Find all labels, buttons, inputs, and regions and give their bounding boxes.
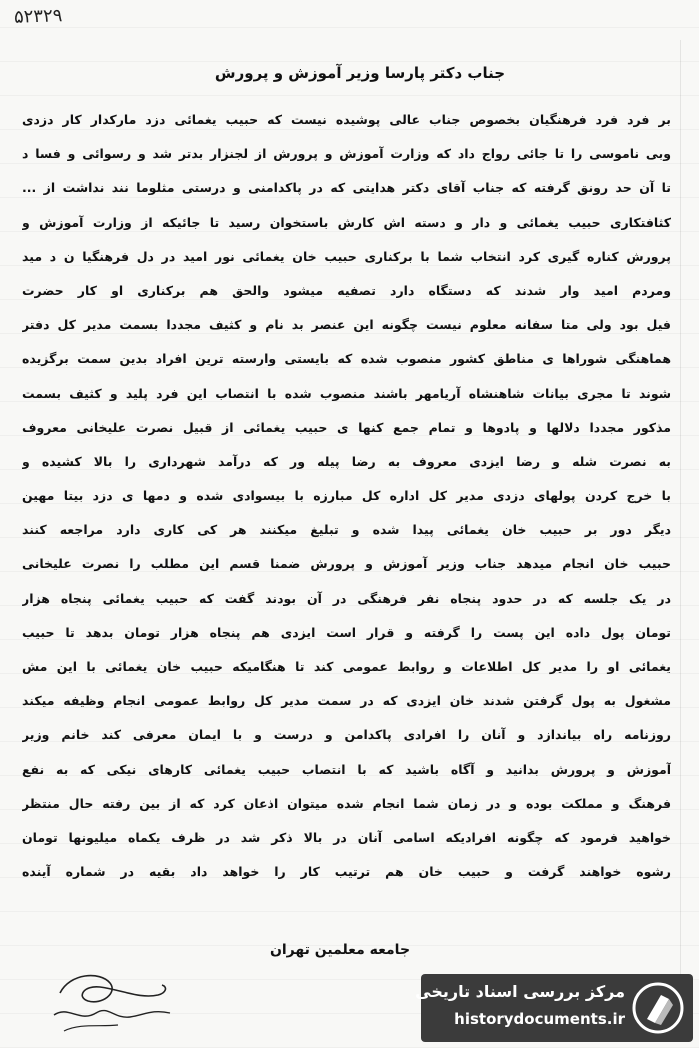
body-line: حبیب خان انجام میدهد جناب وزیر آموزش و پرورش ضمنا قسم این مطلب را نصرت علیخانی	[22, 556, 671, 572]
signatory: جامعه معلمین تهران	[269, 942, 411, 958]
letter-heading: جناب دکتر پارسا وزیر آموزش و پرورش	[214, 64, 506, 82]
body-line: هماهنگی شوراها ی مناطق کشور منصوب شده که بایستی وارسته ترین افراد بدین سمت برگزیده	[22, 351, 671, 367]
body-line: خواهید فرمود که چگونه افرادیکه اسامی آنان در بالا ذکر شد در ظرف یکماه میلیونها تومان	[22, 829, 671, 845]
archive-logo-icon	[631, 981, 685, 1035]
body-line: پرورش کناره گیری کرد انتخاب شما با برکناری حبیب خان یغمائی نور امید در دل فرهنگیا ن د مید	[22, 248, 671, 264]
body-line: مذکور مجددا دلالها و پادوها و تمام جمع کنها ی حبیب یغمائی از قبیل نصرت علیخانی معروف	[22, 419, 671, 435]
body-line: کثافتکاری حبیب یغمائی و دار و دسته اش کارش باستخوان رسید تا جائیکه از وزارت آموزش و	[22, 214, 671, 230]
body-line: با خرج کردن پولهای دزدی مدیر کل اداره کل مبارزه با بیسوادی شده و دمها ی دزد بیتا مهین	[22, 488, 671, 504]
body-line: دیگر دور بر حبیب خان یغمائی پیدا شده و تبلیغ میکنند هر کی کاری دارد مراجعه کنند	[22, 522, 671, 538]
body-line: تومان پول داده این پست را گرفته و قرار است ایزدی هم پنجاه هزار تومان بدهد تا حبیب	[22, 624, 671, 640]
archive-watermark	[415, 974, 693, 1042]
body-line: فیل بود ولی متا سفانه معلوم نیست چگونه این عنصر بد نام و کثیف مجددا بسمت مدیر کل دفتر	[22, 317, 671, 333]
body-line: فرهنگ و مملکت بوده و در زمان شما انجام شده میتوان اذعان کرد که از بین رفته حال منتظر	[22, 795, 671, 811]
reference-number: ۵۲۳۲۹	[13, 5, 63, 28]
body-line: آموزش و پرورش بدانید و آگاه باشید که با انتصاب حبیب یغمائی کارهای نیکی که به نفع	[22, 761, 671, 777]
handwritten-signature	[40, 965, 190, 1040]
body-line: شوند تا مجری بیانات شاهنشاه آریامهر باشند منصوب شده با انتصاب این فرد پلید و کثیف بسمت	[22, 385, 671, 401]
margin-rule	[680, 40, 681, 1030]
body-line: روزنامه راه بیاندازد و آنان را افرادی پاکدامن و درست و با ایمان معرفی کند خانم وزیر	[22, 727, 671, 743]
body-line: رشوه خواهند گرفت و حبیب خان هم ترتیب کار را خواهد داد بقیه در شماره آینده	[22, 864, 671, 880]
archive-name: مرکز بررسی اسناد تاریخی	[415, 982, 625, 1001]
archive-url: historydocuments.ir	[454, 1010, 625, 1028]
body-line: وبی ناموسی را تا جائی رواج داد که وزارت آموزش و پرورش از لجنزار بدتر شد و رسوائی و فسا د	[22, 146, 671, 162]
body-line: در یک جلسه که در حدود پنجاه نفر فرهنگی در آن بودند گفت که حبیب یغمائی پنجاه هزار	[22, 590, 671, 606]
body-line: ومردم امید وار شدند که دستگاه دارد تصفیه میشود والحق هم برکناری او کار حضرت	[22, 282, 671, 298]
body-line: بر فرد فرد فرهنگیان بخصوص جناب عالی پوشیده نیست که حبیب یغمائی دزد مارکدار کار دزدی	[22, 112, 671, 127]
body-line: مشغول به پول گرفتن شدند خان ایزدی که در سمت مدیر کل روابط عمومی انجام وظیفه میکند	[22, 693, 671, 709]
body-line: به نصرت شله و رضا ایزدی معروف به رضا پیله ور که درآمد شهرداری را بالا کشیده و	[22, 453, 671, 469]
body-line: یغمائی او را مدیر کل اطلاعات و روابط عمومی کند تا هنگامیکه حبیب خان یغمائی با این مش	[22, 659, 671, 674]
letter-body	[22, 103, 671, 889]
body-line: تا آن حد رونق گرفته که جناب آقای دکتر هدایتی که در پاکدامنی و درستی مثلوما نند نداشت از ...	[22, 180, 671, 196]
